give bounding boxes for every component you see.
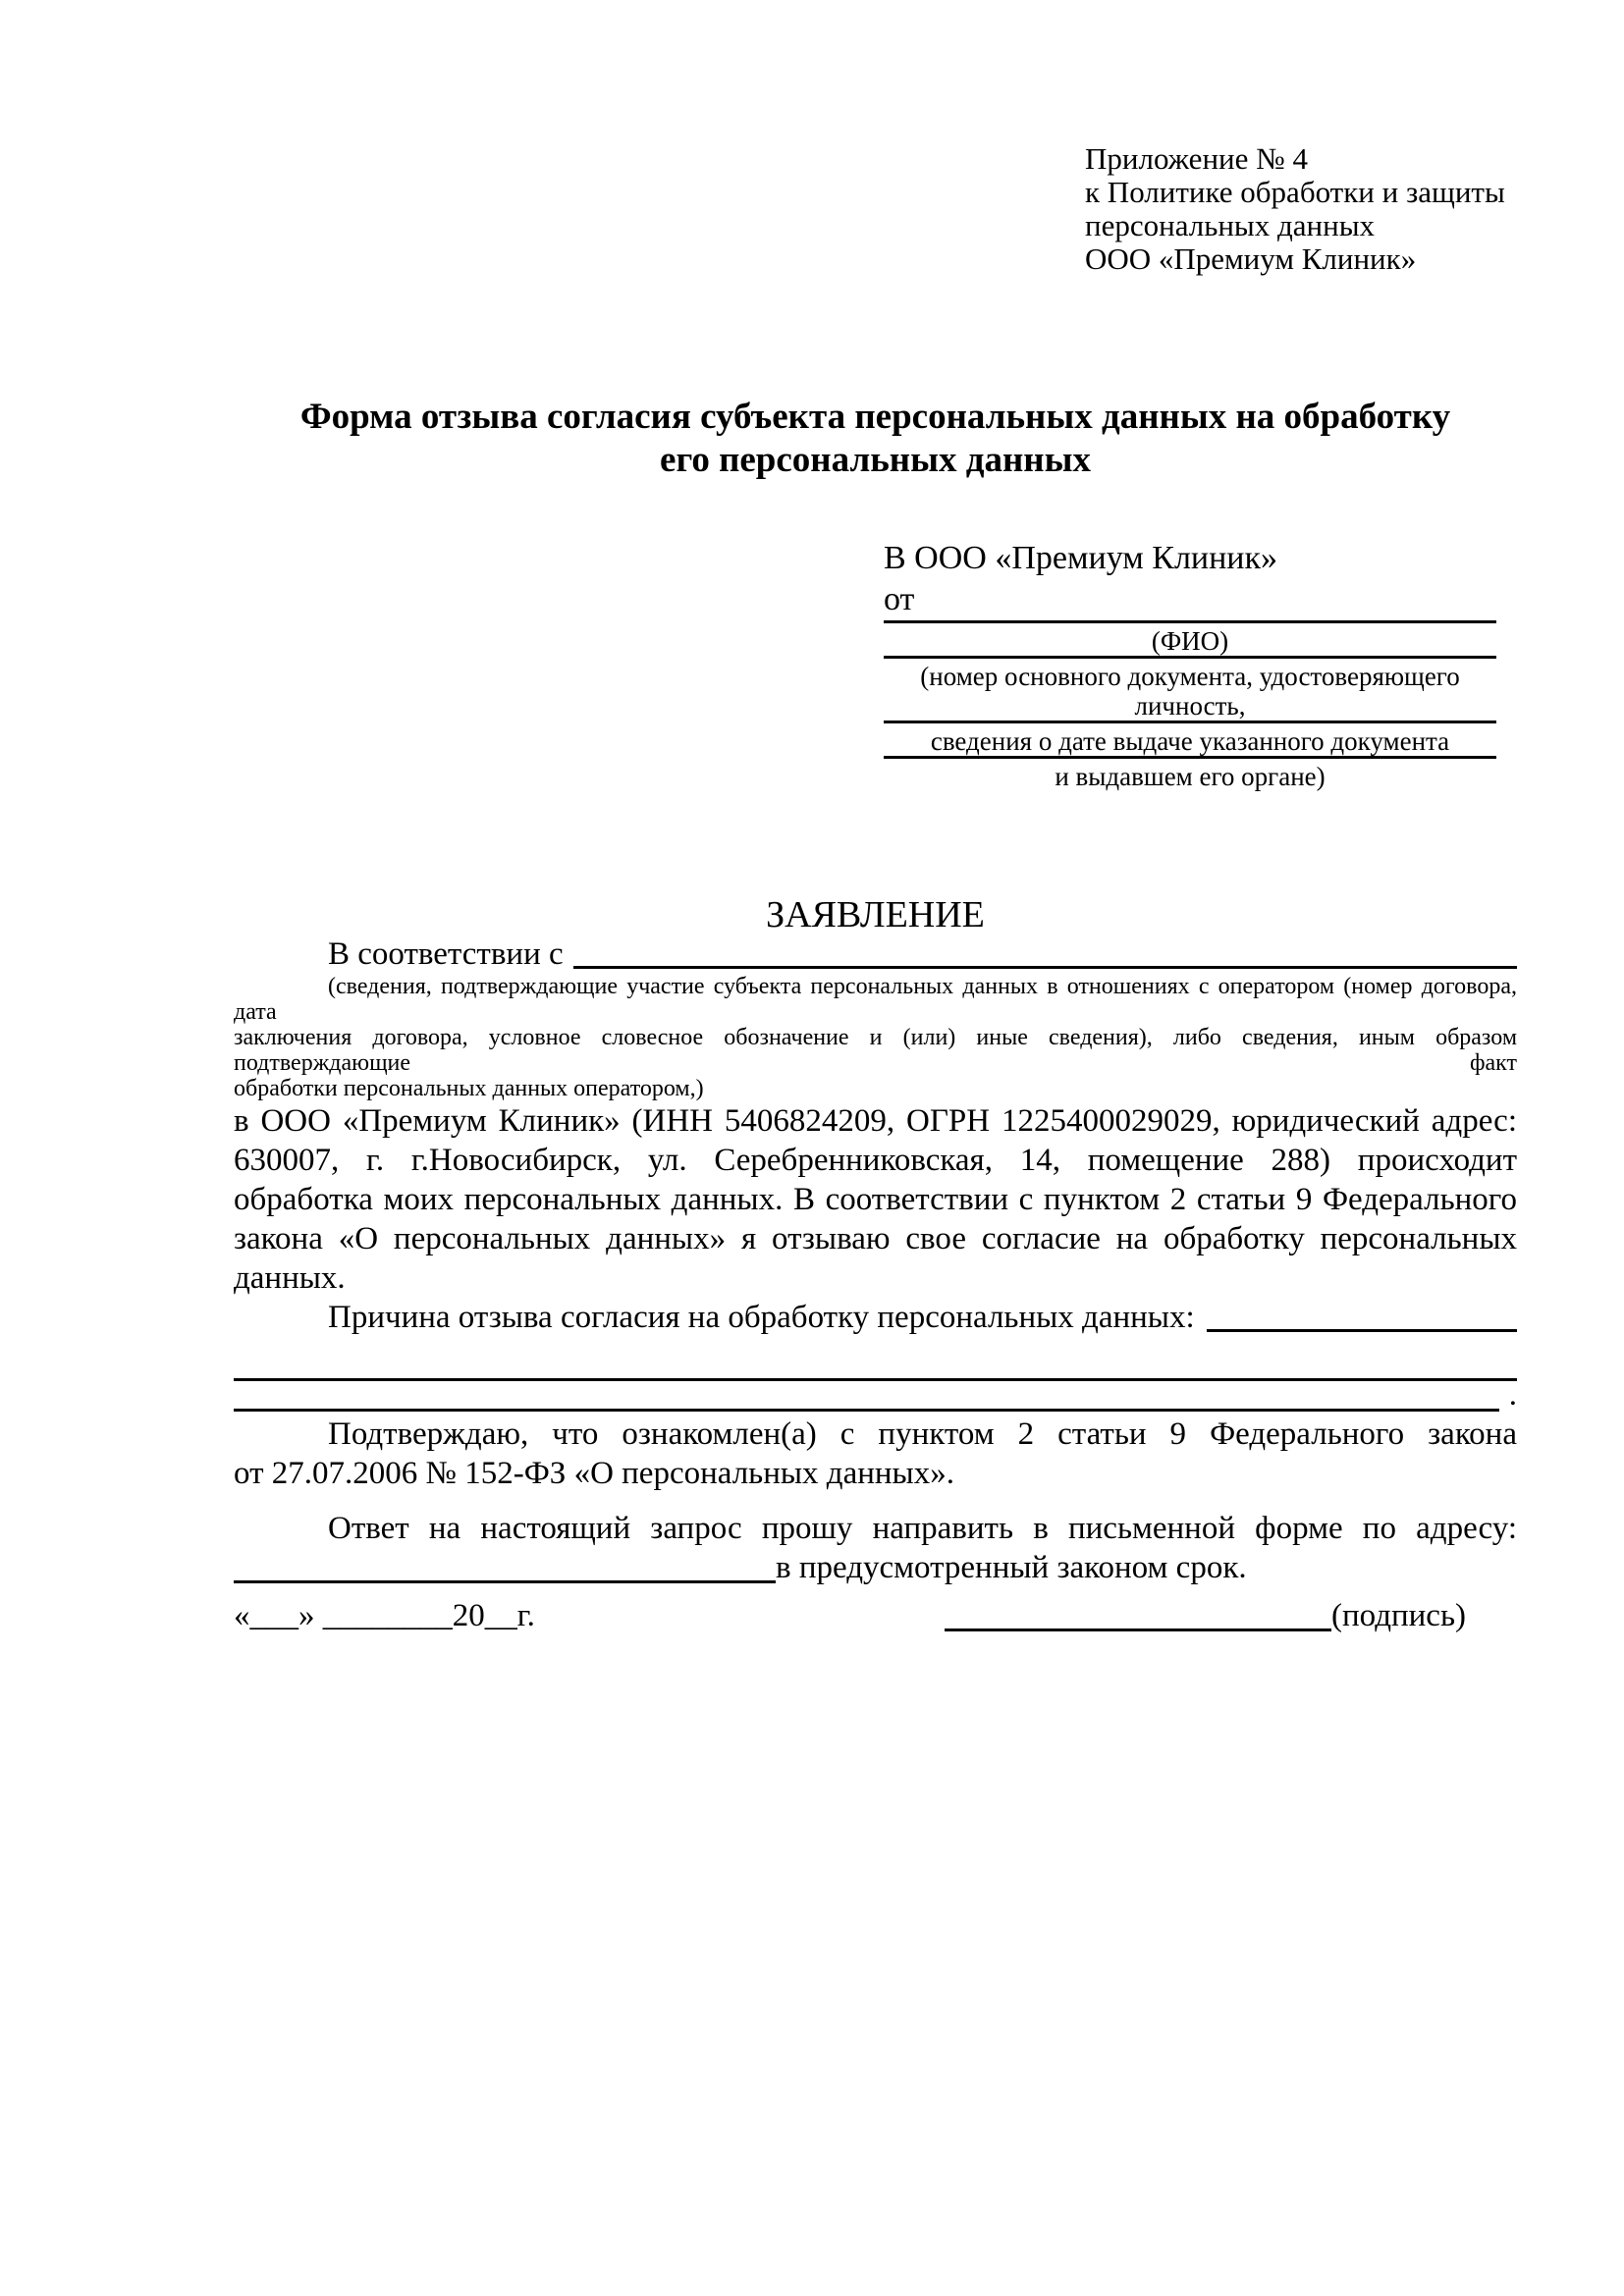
note-line: обработки персональных данных оператором,) [234,1076,704,1101]
appendix-header-line: Приложение № 4 [1085,141,1308,176]
intro-blank-line [573,966,1517,969]
body-line: 630007, г. г.Новосибирск, ул. Серебренниковская, 14, помещение 288) происходит [234,1143,1517,1178]
statement-section [234,895,1517,1587]
recipient-to: В ООО «Премиум Клиник» [884,540,1278,576]
date-signature-row [234,1596,1517,1635]
intro-prefix: В соответствии с [328,936,564,972]
reason-label: Причина отзыва согласия на обработку персональных данных: [328,1300,1195,1335]
reason-blank-line-3-rule [234,1409,1499,1412]
reason-blank-line [1207,1329,1517,1332]
appendix-header-line: персональных данных [1085,208,1376,242]
note-line: заключения договора, условное словесное обозначение и (или) иные сведения), либо сведения, иным образом подтверждающие факт [234,1025,1517,1076]
reason-blank-line-3 [234,1377,1517,1415]
date-line: «___» ________20__г. [234,1598,535,1633]
body-line: закона «О персональных данных» я отзываю свое согласие на обработку персональных [234,1221,1517,1256]
reply-address-blank-line [234,1580,776,1583]
blank-line-terminator: . [1508,1377,1517,1413]
document-title [234,396,1517,482]
confirm-line: Подтверждаю, что ознакомлен(а) с пунктом 2 статьи 9 Федерального закона [328,1416,1517,1452]
recipient-from-label: от [884,581,915,617]
doc-issuer-blank-line [884,756,1496,759]
appendix-header-line: к Политике обработки и защиты [1085,175,1505,209]
doc-date-blank-line [884,721,1496,723]
reply-address-row [234,1548,1517,1587]
doc-issuer-caption: и выдавшем его органе) [1055,762,1326,791]
note-line: (сведения, подтверждающие участие субъекта персональных данных в отношениях с оператором (номер договора, дата [234,974,1517,1025]
fio-blank-line [884,620,1496,623]
signature-blank-line [945,1629,1331,1631]
document-title-line: Форма отзыва согласия субъекта персональных данных на обработку [299,397,1451,437]
doc-number-blank-line [884,656,1496,659]
statement-heading: ЗАЯВЛЕНИЕ [766,894,985,935]
signature-caption: (подпись) [1331,1598,1466,1633]
recipient-block [884,538,1496,791]
reply-request-line: Ответ на настоящий запрос прошу направить в письменной форме по адресу: [328,1511,1517,1546]
body-line: обработка моих персональных данных. В соответствии с пунктом 2 статьи 9 Федерального [234,1182,1517,1217]
appendix-header-line: ООО «Премиум Клиник» [1085,241,1417,276]
body-line: в ООО «Премиум Клиник» (ИНН 5406824209, ОГРН 1225400029029, юридический адрес: [234,1103,1517,1139]
reason-blank-line-2 [234,1337,1517,1381]
body-line: данных. [234,1260,346,1296]
fio-caption: (ФИО) [1151,626,1229,656]
confirm-line: от 27.07.2006 № 152-ФЗ «О персональных данных». [234,1456,954,1491]
doc-number-caption: (номер основного документа, удостоверяющего личность, [920,662,1460,721]
appendix-header [1085,142,1505,276]
signature-group [945,1596,1466,1635]
doc-date-caption: сведения о дате выдаче указанного документа [930,726,1450,756]
document-title-line: его персональных данных [660,440,1091,480]
reason-row [234,1298,1517,1337]
intro-row [234,934,1517,974]
reply-suffix: в предусмотренный законом срок. [776,1550,1247,1585]
